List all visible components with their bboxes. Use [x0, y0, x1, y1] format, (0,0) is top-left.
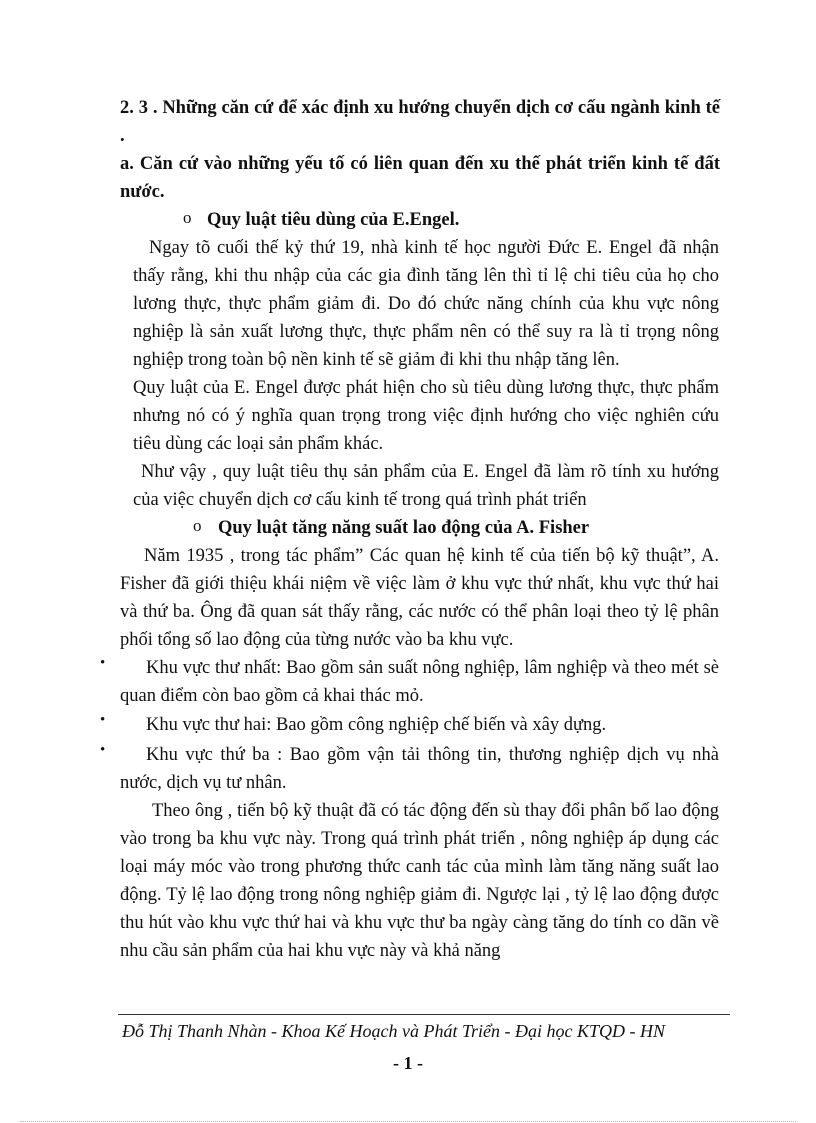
- section-heading-2-3: 2. 3 . Những căn cứ để xác định xu hướng chuyển dịch cơ cấu ngành kinh tế .: [120, 98, 720, 146]
- bullet-2-dot: •: [100, 712, 106, 728]
- paragraph-fisher: Năm 1935 , trong tác phẩm” Các quan hệ kinh tế của tiến bộ kỹ thuật”, A. Fisher đã giới thiệu khái niệm về việc làm ở khu vực thứ nhất, khu vực thứ hai và thứ ba. Ông đã quan sát thấy rằng, các nước có thể phân loại theo tỷ lệ phân phối tổng số lao động của từng nước vào ba khu vực.: [120, 546, 719, 650]
- bullet-1-dot: •: [100, 655, 106, 671]
- page-number: - 1 -: [393, 1053, 423, 1073]
- page-bottom-dotted-line: [20, 1121, 796, 1122]
- bullet-item-3: Khu vực thứ ba : Bao gồm vận tải thông tin, thương nghiệp dịch vụ nhà nước, dịch vụ tư nhân.: [120, 745, 719, 793]
- bullet-item-2: Khu vực thư hai: Bao gồm công nghiệp chế biến và xây dựng.: [146, 715, 607, 735]
- footer-divider: [118, 1014, 730, 1015]
- bullet-item-1: Khu vực thư nhất: Bao gồm sản suất nông nghiệp, lâm nghiệp và theo mét sè quan điểm còn bao gồm cả khai thác mỏ.: [120, 658, 719, 706]
- paragraph-engel-1: Ngay tõ cuối thế kỷ thứ 19, nhà kinh tế học người Đức E. Engel đã nhận thấy rằng, khi thu nhập của các gia đình tăng lên thì tỉ lệ chi tiêu của họ cho lương thực, thực phẩm giảm đi. Do đó chức năng chính của khu vực nông nghiệp là sản xuất lương thực, thực phẩm nên có thể suy ra là tỉ trọng nông nghiệp trong toàn bộ nền kinh tế sẽ giảm đi khi thu nhập tăng lên.: [133, 238, 719, 370]
- bullet-3-dot: •: [100, 742, 106, 758]
- footer-text: Đỗ Thị Thanh Nhàn - Khoa Kế Hoạch và Phát Triển - Đại học KTQD - HN: [122, 1021, 666, 1041]
- paragraph-engel-3: Như vậy , quy luật tiêu thụ sản phẩm của E. Engel đã làm rõ tính xu hướng của việc chuyển dịch cơ cấu kinh tế trong quá trình phát triển: [133, 462, 719, 510]
- paragraph-theo-ong: Theo ông , tiến bộ kỹ thuật đã có tác động đến sù thay đổi phân bố lao động vào trong ba khu vực này. Trong quá trình phát triển , nông nghiệp áp dụng các loại máy móc vào trong phương thức canh tác của mình làm tăng năng suất lao động. Tỷ lệ lao động trong nông nghiệp giảm đi. Ngược lại , tỷ lệ lao động được thu hút vào khu vực thứ hai và khu vực thư ba ngày càng tăng do tính co dãn về nhu cầu sản phẩm của hai khu vực này và khả năng: [120, 801, 719, 961]
- subheading-1-marker: o: [183, 208, 192, 227]
- paragraph-engel-2: Quy luật của E. Engel được phát hiện cho sù tiêu dùng lương thực, thực phẩm nhưng nó có ý nghĩa quan trọng trong việc định hướng cho việc nghiên cứu tiêu dùng các loại sản phẩm khác.: [133, 378, 719, 454]
- subheading-2-marker: o: [193, 516, 202, 535]
- subheading-engel: Quy luật tiêu dùng của E.Engel.: [207, 210, 460, 230]
- subheading-fisher: Quy luật tăng năng suất lao động của A. Fisher: [218, 518, 590, 538]
- section-heading-a: a. Căn cứ vào những yếu tố có liên quan đến xu thế phát triển kinh tế đất nước.: [120, 154, 720, 202]
